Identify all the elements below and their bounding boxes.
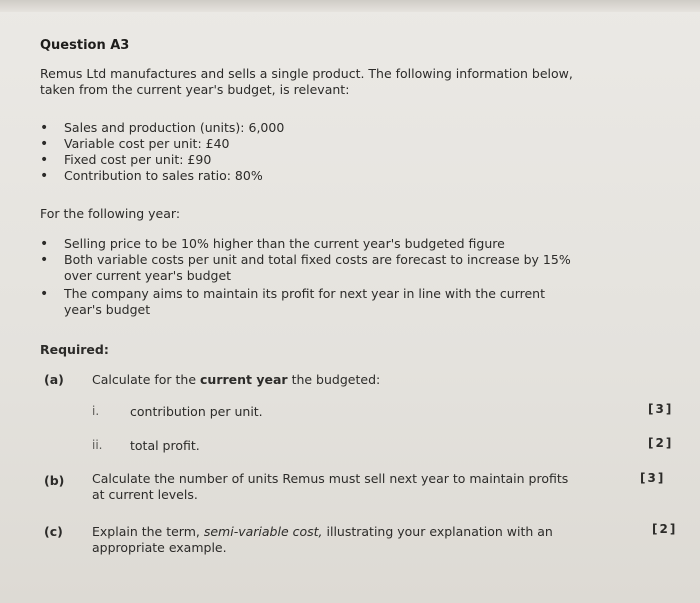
part-b-marks: [3] — [640, 471, 666, 485]
part-a-text-post: the budgeted: — [287, 372, 381, 387]
bullet-maintain-profit-line-1: The company aims to maintain its profit for next year in line with the current — [64, 286, 545, 301]
bullet-fixed-cost: Fixed cost per unit: £90 — [64, 152, 212, 167]
bullet-dot: • — [40, 168, 49, 184]
part-a-label: (a) — [44, 372, 64, 387]
part-a-ii-number: ii. — [92, 438, 103, 452]
bullet-sales-production: Sales and production (units): 6,000 — [64, 120, 285, 135]
bullet-dot: • — [40, 286, 49, 302]
part-c-label: (c) — [44, 524, 63, 539]
part-b-label: (b) — [44, 473, 65, 488]
bullet-dot: • — [40, 120, 49, 136]
photo-top-edge — [0, 0, 700, 12]
intro-line-2: taken from the current year's budget, is relevant: — [40, 82, 350, 97]
part-c-line-1 — [92, 524, 553, 540]
part-a-i-marks: [3] — [648, 402, 674, 416]
part-a-text — [92, 372, 380, 388]
question-title: Question A3 — [40, 38, 130, 53]
bullet-costs-increase-line-2: over current year's budget — [64, 268, 232, 283]
bullet-dot: • — [40, 236, 49, 252]
required-heading: Required: — [40, 342, 109, 357]
bullet-dot: • — [40, 152, 49, 168]
following-year-heading: For the following year: — [40, 206, 181, 221]
bullet-dot: • — [40, 136, 49, 152]
bullet-dot: • — [40, 252, 49, 268]
part-c-line-2: appropriate example. — [92, 540, 227, 555]
bullet-cs-ratio: Contribution to sales ratio: 80% — [64, 168, 263, 183]
part-c-term: semi-variable cost, — [203, 524, 323, 539]
part-c-line-1-pre: Explain the term, — [92, 524, 204, 539]
bullet-selling-price: Selling price to be 10% higher than the current year's budgeted figure — [64, 236, 505, 251]
part-a-text-pre: Calculate for the — [92, 372, 201, 387]
part-a-text-bold: current year — [200, 372, 288, 387]
bullet-maintain-profit-line-2: year's budget — [64, 302, 151, 317]
part-c-marks: [2] — [652, 522, 678, 536]
part-b-line-1: Calculate the number of units Remus must sell next year to maintain profits — [92, 471, 569, 486]
part-c-line-1-post: illustrating your explanation with an — [322, 524, 553, 539]
part-a-i-text: contribution per unit. — [130, 404, 263, 419]
intro-line-1: Remus Ltd manufactures and sells a single product. The following information below, — [40, 66, 573, 81]
part-a-ii-marks: [2] — [648, 436, 674, 450]
bullet-costs-increase-line-1: Both variable costs per unit and total fixed costs are forecast to increase by 15% — [64, 252, 571, 267]
part-a-ii-text: total profit. — [130, 438, 200, 453]
bullet-variable-cost: Variable cost per unit: £40 — [64, 136, 230, 151]
part-a-i-number: i. — [92, 404, 100, 418]
part-b-line-2: at current levels. — [92, 487, 198, 502]
